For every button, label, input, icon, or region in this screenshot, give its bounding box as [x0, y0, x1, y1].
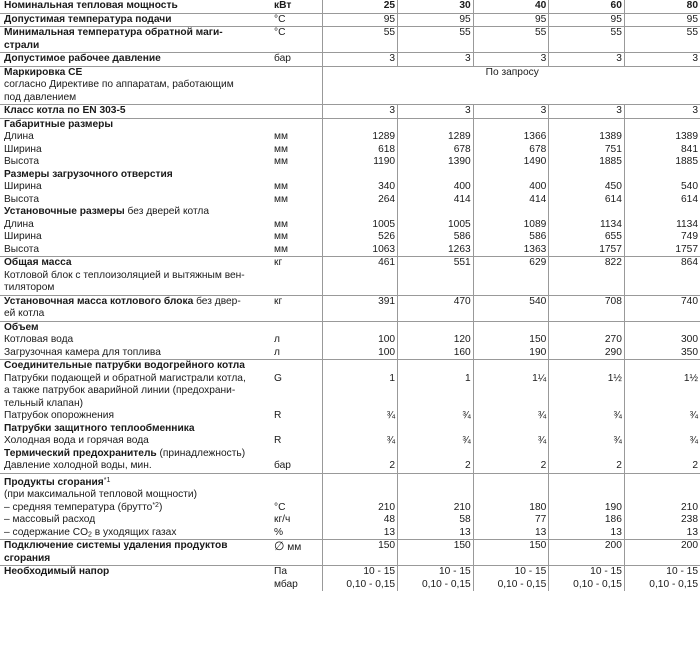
total-mass-line-2: тилятором [4, 282, 55, 293]
cell: 95 [322, 13, 398, 27]
cell: ¾ [624, 435, 700, 448]
ce-line-2: под давлением [4, 91, 77, 103]
loading-height-row [0, 194, 700, 207]
draft-unit-pa: Па [274, 566, 287, 577]
thermal-title-row [0, 448, 700, 461]
cell: 190 [549, 502, 625, 515]
dimensions-length-row [0, 131, 700, 144]
cell: 150 [473, 540, 549, 566]
dim-length-label: Длина [4, 131, 34, 142]
cell: 655 [549, 231, 625, 244]
cell: 1390 [398, 156, 474, 169]
install-dims-title-bold: Установочные размеры [4, 206, 125, 217]
cell: 150 [473, 334, 549, 347]
dim-width-label: Ширина [4, 143, 42, 155]
cell: 13 [624, 527, 700, 540]
cell: ¾ [473, 410, 549, 423]
cell: 3 [549, 53, 625, 67]
cell: 200 [624, 540, 700, 566]
total-mass-unit: кг [272, 257, 322, 296]
ce-value: По запросу [322, 66, 700, 105]
combustion-temp-label: – средняя температура (брутто [4, 501, 153, 513]
cell: 1885 [624, 156, 700, 169]
total-mass-row [0, 257, 700, 296]
cell: 618 [322, 144, 398, 157]
draft-mbar: 0,10 - 0,15 [573, 578, 622, 590]
install-width-unit: мм [274, 231, 289, 242]
cell: 678 [473, 144, 549, 157]
cell: 822 [549, 257, 625, 296]
loading-height-unit: мм [274, 193, 289, 205]
model-30: 30 [398, 0, 474, 13]
cell: 751 [549, 144, 625, 157]
cell: 13 [473, 527, 549, 540]
drain-unit: R [274, 410, 282, 421]
install-mass-row [0, 295, 700, 321]
supply-temp-row [0, 13, 700, 27]
cell: 1289 [398, 131, 474, 144]
cell: 540 [473, 295, 549, 321]
co2-label-pre: – содержание CO [4, 526, 88, 538]
cell: 210 [398, 502, 474, 515]
volume-fuel-label: Загрузочная камера для топлива [4, 346, 161, 358]
cell: ¾ [549, 435, 625, 448]
safety-water-label: Холодная вода и горячая вода [4, 435, 149, 446]
header-label: Номинальная тепловая мощность [0, 0, 272, 13]
cell: 3 [398, 105, 474, 119]
cell: 1 [398, 373, 474, 411]
model-40: 40 [473, 0, 549, 13]
install-length-label: Длина [4, 218, 34, 230]
cell: 1½ [549, 373, 625, 411]
loading-height-label: Высота [4, 193, 39, 205]
draft-pa: 10 - 15 [438, 566, 471, 577]
cell: 13 [549, 527, 625, 540]
install-mass-title-bold: Установочная масса котлового блока [4, 295, 194, 307]
cell: 1 [322, 373, 398, 411]
cell: ¾ [624, 410, 700, 423]
total-mass-line-1: Котловой блок с теплоизоляцией и вытяжным вен- [4, 269, 245, 281]
cell: 414 [398, 194, 474, 207]
cell: 3 [473, 105, 549, 119]
safety-water-unit: R [274, 435, 282, 446]
cell: 270 [549, 334, 625, 347]
cell: 1005 [322, 219, 398, 232]
combustion-mass-row [0, 514, 700, 527]
cell: 1389 [624, 131, 700, 144]
cell: 95 [624, 13, 700, 27]
install-width-row [0, 231, 700, 244]
thermal-title-rest: (принадлежность) [156, 447, 246, 459]
flue-line-1: Подключение системы удаления продуктов [4, 540, 228, 551]
install-length-unit: мм [274, 218, 289, 230]
cell: 55 [322, 27, 398, 53]
cell: 1005 [398, 219, 474, 232]
dimensions-title-row [0, 118, 700, 131]
cell: 350 [624, 347, 700, 360]
model-60: 60 [549, 0, 625, 13]
cell: 55 [624, 27, 700, 53]
cell: ¾ [398, 435, 474, 448]
header-unit: кВт [272, 0, 322, 13]
cell: 864 [624, 257, 700, 296]
flow-unit: G [274, 372, 282, 384]
co2-unit: % [274, 526, 284, 538]
min-return-unit: °C [272, 27, 322, 53]
dimensions-width-row [0, 144, 700, 157]
combustion-temp-row [0, 502, 700, 515]
header-row [0, 0, 700, 13]
cell: 160 [398, 347, 474, 360]
cell: 586 [398, 231, 474, 244]
cell: 400 [398, 181, 474, 194]
volume-water-row [0, 334, 700, 347]
cell: 13 [398, 527, 474, 540]
connections-drain-row [0, 410, 700, 423]
cell: 526 [322, 231, 398, 244]
cell: 461 [322, 257, 398, 296]
cell: 58 [398, 514, 474, 527]
cell: 95 [398, 13, 474, 27]
dimensions-height-row [0, 156, 700, 169]
thermal-pressure-row [0, 460, 700, 473]
cell: 1885 [549, 156, 625, 169]
safety-title: Патрубки защитного теплообменника [4, 422, 195, 434]
install-mass-title-rest: без двер- [193, 295, 241, 307]
cell: 450 [549, 181, 625, 194]
ce-line-1: согласно Директиве по аппаратам, работающим [4, 79, 234, 90]
connections-title: Соединительные патрубки водогрейного котла [4, 360, 245, 371]
cell: 3 [322, 105, 398, 119]
min-return-label-1: Минимальная температура обратной маги- [4, 27, 223, 38]
drain-label: Патрубок опорожнения [4, 410, 114, 421]
draft-row [0, 566, 700, 592]
cell: 749 [624, 231, 700, 244]
draft-pa: 10 - 15 [514, 566, 547, 577]
cell: 210 [322, 502, 398, 515]
cell: 200 [549, 540, 625, 566]
cell: 180 [473, 502, 549, 515]
cell: 1366 [473, 131, 549, 144]
cell: 708 [549, 295, 625, 321]
cell: 264 [322, 194, 398, 207]
draft-pa: 10 - 15 [590, 566, 622, 577]
safety-title-row [0, 423, 700, 436]
co2-label-sub: 2 [88, 531, 92, 538]
cell: 614 [624, 194, 700, 207]
loading-width-label: Ширина [4, 181, 42, 192]
combustion-title: Продукты сгорания [4, 476, 104, 488]
cell: 1263 [398, 244, 474, 257]
cell: 95 [549, 13, 625, 27]
cell: 300 [624, 334, 700, 347]
cell: 614 [549, 194, 625, 207]
cell: 3 [624, 105, 700, 119]
flue-row [0, 540, 700, 566]
cell: 1134 [549, 219, 625, 232]
draft-pa: 10 - 15 [363, 566, 396, 577]
cell: 1363 [473, 244, 549, 257]
thermal-title-bold: Термический предохранитель [4, 447, 157, 459]
cell: 100 [322, 334, 398, 347]
combustion-mass-unit: кг/ч [274, 514, 291, 525]
dim-length-unit: мм [274, 131, 289, 142]
cell: 95 [473, 13, 549, 27]
install-height-unit: мм [274, 243, 289, 255]
cell: 238 [624, 514, 700, 527]
working-pressure-row [0, 53, 700, 67]
cell: 740 [624, 295, 700, 321]
cell: 841 [624, 144, 700, 157]
cell: 55 [398, 27, 474, 53]
draft-label: Необходимый напор [4, 566, 110, 577]
cell: 2 [624, 460, 700, 473]
cell: 120 [398, 334, 474, 347]
cell: 1063 [322, 244, 398, 257]
volume-fuel-unit: л [274, 346, 280, 358]
combustion-temp-unit: °C [274, 501, 286, 513]
working-pressure-unit: бар [272, 53, 322, 67]
cell: 100 [322, 347, 398, 360]
cell: 1½ [624, 373, 700, 411]
co2-label-post: в уходящих газах [91, 526, 177, 538]
volume-fuel-row [0, 347, 700, 360]
cell: 540 [624, 181, 700, 194]
cell: ¾ [322, 435, 398, 448]
model-25: 25 [322, 0, 398, 13]
flow-line-2: а также патрубок аварийной линии (предохрани- [4, 385, 236, 396]
draft-unit-mbar: мбар [274, 578, 298, 590]
boiler-class-label: Класс котла по EN 303-5 [4, 105, 126, 116]
install-mass-line-2: ей котла [4, 308, 45, 319]
total-mass-title: Общая масса [4, 257, 72, 268]
cell: 13 [322, 527, 398, 540]
cell: 1757 [549, 244, 625, 257]
combustion-mass-label: – массовый расход [4, 514, 96, 525]
thermal-pressure-label: Давление холодной воды, мин. [4, 460, 152, 471]
cell: 1¼ [473, 373, 549, 411]
cell: 2 [398, 460, 474, 473]
connections-title-row [0, 360, 700, 373]
thermal-pressure-unit: бар [274, 460, 291, 471]
safety-water-row [0, 435, 700, 448]
supply-temp-unit: °C [272, 13, 322, 27]
cell: 400 [473, 181, 549, 194]
supply-temp-label: Допустимая температура подачи [4, 13, 172, 25]
working-pressure-label: Допустимое рабочее давление [4, 53, 161, 64]
cell: 55 [549, 27, 625, 53]
install-height-row [0, 244, 700, 257]
cell: 678 [398, 144, 474, 157]
draft-mbar: 0,10 - 0,15 [421, 578, 471, 590]
draft-pa: 10 - 15 [666, 566, 698, 577]
cell: 1490 [473, 156, 549, 169]
dim-height-unit: мм [274, 156, 289, 167]
combustion-footnote: *1 [103, 476, 111, 484]
flow-line-1: Патрубки подающей и обратной магистрали котла, [4, 372, 246, 384]
connections-flow-row [0, 373, 700, 411]
combustion-temp-label-end: ) [158, 501, 163, 513]
cell: 210 [624, 502, 700, 515]
flow-line-3: тельный клапан) [4, 397, 83, 409]
loading-width-unit: мм [274, 181, 289, 192]
flue-unit: мм [287, 542, 302, 553]
cell: 3 [624, 53, 700, 67]
cell: 1757 [624, 244, 700, 257]
install-width-label: Ширина [4, 231, 42, 242]
min-return-label-2: страли [4, 39, 40, 51]
cell: 586 [473, 231, 549, 244]
cell: 190 [473, 347, 549, 360]
dim-height-label: Высота [4, 156, 39, 167]
boiler-class-row [0, 105, 700, 119]
cell: ¾ [398, 410, 474, 423]
volume-water-label: Котловая вода [4, 334, 74, 345]
install-mass-unit: кг [272, 295, 322, 321]
cell: 3 [473, 53, 549, 67]
cell: 48 [322, 514, 398, 527]
install-height-label: Высота [4, 243, 39, 255]
cell: ¾ [549, 410, 625, 423]
loading-title-row [0, 169, 700, 182]
install-length-row [0, 219, 700, 232]
loading-title: Размеры загрузочного отверстия [4, 168, 173, 180]
cell: ¾ [322, 410, 398, 423]
cell: 470 [398, 295, 474, 321]
cell: 2 [549, 460, 625, 473]
draft-mbar: 0,10 - 0,15 [346, 578, 396, 590]
install-dims-title-row [0, 206, 700, 219]
draft-mbar: 0,10 - 0,15 [649, 578, 698, 590]
cell: 3 [398, 53, 474, 67]
cell: 1289 [322, 131, 398, 144]
cell: 186 [549, 514, 625, 527]
draft-mbar: 0,10 - 0,15 [497, 578, 547, 590]
cell: 150 [322, 540, 398, 566]
install-dims-title-rest: без дверей котла [124, 206, 210, 217]
cell: 1089 [473, 219, 549, 232]
cell: 290 [549, 347, 625, 360]
cell: 2 [322, 460, 398, 473]
dimensions-title: Габаритные размеры [4, 118, 114, 130]
flue-line-2: сгорания [4, 552, 51, 564]
cell: 414 [473, 194, 549, 207]
cell: 55 [473, 27, 549, 53]
cell: 551 [398, 257, 474, 296]
combustion-title-row [0, 473, 700, 502]
model-80: 80 [624, 0, 700, 13]
cell: 3 [549, 105, 625, 119]
cell: 77 [473, 514, 549, 527]
volume-water-unit: л [274, 334, 280, 345]
cell: 391 [322, 295, 398, 321]
cell: 1134 [624, 219, 700, 232]
volume-title: Объем [4, 321, 39, 333]
cell: 3 [322, 53, 398, 67]
cell: 1190 [322, 156, 398, 169]
cell: 629 [473, 257, 549, 296]
min-return-temp-row [0, 27, 700, 53]
ce-title: Маркировка CE [4, 66, 83, 78]
loading-width-row [0, 181, 700, 194]
diameter-icon: ∅ [274, 539, 285, 553]
cell: 2 [473, 460, 549, 473]
cell: ¾ [473, 435, 549, 448]
combustion-subtitle: (при максимальной тепловой мощности) [4, 489, 197, 500]
volume-title-row [0, 321, 700, 334]
cell: 1389 [549, 131, 625, 144]
dim-width-unit: мм [274, 143, 289, 155]
combustion-co2-row [0, 527, 700, 540]
cell: 340 [322, 181, 398, 194]
combustion-temp-footnote: *2 [152, 501, 159, 509]
ce-marking-row [0, 66, 700, 105]
cell: 150 [398, 540, 474, 566]
